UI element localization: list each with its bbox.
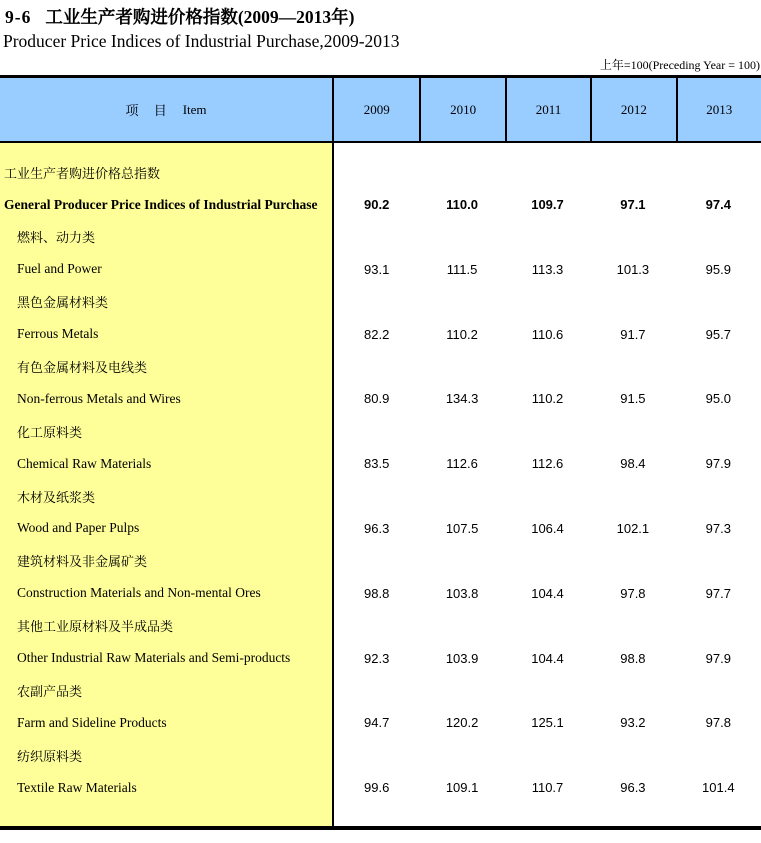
value-cell-2013: 97.9	[705, 650, 731, 666]
value-cell-2009: 92.3	[364, 650, 390, 666]
item-row-chinese	[0, 480, 761, 512]
item-row-chinese	[0, 609, 761, 641]
value-cell-2012: 101.3	[616, 261, 650, 277]
value-cell-2012: 91.7	[620, 326, 646, 342]
item-row-english	[0, 383, 761, 415]
item-row-chinese	[0, 286, 761, 318]
value-cell-2009: 82.2	[364, 326, 390, 342]
value-cell-2009: 94.7	[364, 715, 390, 731]
value-cell-2009: 99.6	[364, 780, 390, 796]
value-cell-2013: 97.7	[705, 585, 731, 601]
value-cell-2009: 90.2	[364, 197, 390, 213]
value-cell-2012: 93.2	[620, 715, 646, 731]
item-label-english: Other Industrial Raw Materials and Semi-products	[17, 650, 291, 666]
item-row-chinese	[0, 415, 761, 447]
value-cell-2011: 106.4	[531, 520, 564, 536]
item-row-english	[0, 707, 761, 739]
value-cell-2013: 95.0	[705, 391, 731, 407]
value-cell-2013: 101.4	[702, 780, 735, 796]
unit-note: 上年=100(Preceding Year = 100)	[599, 58, 760, 72]
value-cell-2012: 97.1	[620, 197, 646, 213]
value-cell-2009: 80.9	[364, 391, 390, 407]
item-label-english: General Producer Price Indices of Industrial Purchase	[4, 196, 318, 212]
label-column-filler	[0, 804, 334, 826]
item-label-chinese: 工业生产者购进价格总指数	[4, 165, 161, 181]
table-row	[0, 415, 761, 480]
item-label-chinese: 建筑材料及非金属矿类	[17, 554, 148, 570]
value-cell-2011: 104.4	[531, 650, 564, 666]
page-title	[5, 6, 761, 29]
value-cell-2010: 103.9	[445, 650, 479, 666]
value-cell-2012: 96.3	[620, 780, 646, 796]
item-label-english: Chemical Raw Materials	[17, 455, 152, 471]
value-cell-2010: 111.5	[446, 261, 478, 277]
table-row	[0, 350, 761, 415]
year-header-2009: 2009	[363, 101, 390, 117]
item-header-chinese: 项 目	[125, 103, 173, 118]
value-cell-2009: 96.3	[364, 520, 390, 536]
value-cell-2012: 98.4	[620, 456, 646, 472]
item-row-chinese	[0, 156, 761, 188]
item-label-chinese: 黑色金属材料类	[17, 295, 109, 311]
item-row-english	[0, 253, 761, 285]
table-row	[0, 739, 761, 804]
item-row-english	[0, 448, 761, 480]
item-row-english	[0, 512, 761, 544]
value-cell-2011: 109.7	[531, 197, 564, 213]
table-number: 9-6	[5, 7, 32, 27]
value-cell-2010: 112.6	[446, 456, 478, 472]
value-cell-2011: 110.2	[531, 391, 564, 407]
value-cell-2010: 103.8	[445, 585, 479, 601]
item-row-chinese	[0, 674, 761, 706]
value-cell-2010: 109.1	[445, 780, 479, 796]
table-row	[0, 609, 761, 674]
value-cell-2013: 97.8	[705, 715, 731, 731]
value-cell-2012: 102.1	[616, 520, 650, 536]
value-cell-2013: 97.3	[705, 520, 731, 536]
value-cell-2010: 107.5	[445, 520, 479, 536]
item-label-chinese: 其他工业原材料及半成品类	[17, 619, 174, 635]
item-label-english: Fuel and Power	[17, 261, 102, 277]
value-cell-2011: 104.4	[531, 585, 564, 601]
item-label-english: Non-ferrous Metals and Wires	[17, 390, 181, 406]
item-row-chinese	[0, 739, 761, 771]
item-label-chinese: 有色金属材料及电线类	[17, 360, 148, 376]
value-cell-2010: 110.2	[446, 326, 478, 342]
item-row-english	[0, 188, 761, 220]
item-row-chinese	[0, 350, 761, 382]
item-row-chinese	[0, 545, 761, 577]
item-row-chinese	[0, 221, 761, 253]
price-index-table	[0, 75, 761, 830]
item-row-english	[0, 318, 761, 350]
year-header-2010: 2010	[419, 78, 504, 141]
item-label-chinese: 化工原料类	[17, 424, 83, 440]
item-row-english	[0, 577, 761, 609]
table-row	[0, 221, 761, 286]
item-label-english: Textile Raw Materials	[17, 779, 137, 795]
item-label-chinese: 木材及纸浆类	[17, 489, 96, 505]
body-top-spacer	[0, 143, 761, 156]
item-row-english	[0, 642, 761, 674]
item-label-chinese: 纺织原料类	[17, 748, 83, 764]
item-header-english: Item	[182, 101, 207, 117]
item-column-header	[0, 78, 334, 141]
value-cell-2011: 125.1	[531, 715, 564, 731]
item-label-english: Construction Materials and Non-mental Ores	[17, 585, 261, 601]
value-cell-2010: 120.2	[445, 715, 479, 731]
value-cell-2012: 91.5	[620, 391, 646, 407]
value-cell-2011: 110.6	[531, 326, 564, 342]
value-cell-2009: 93.1	[364, 261, 390, 277]
item-row-english	[0, 771, 761, 803]
value-cell-2012: 97.8	[620, 585, 646, 601]
page-subtitle: Producer Price Indices of Industrial Purchase,2009-2013	[3, 31, 400, 51]
table-row	[0, 156, 761, 221]
value-cell-2011: 112.6	[531, 456, 564, 472]
year-header-2012: 2012	[590, 78, 675, 141]
value-cell-2011: 110.7	[531, 780, 564, 796]
year-header-2013: 2013	[676, 78, 761, 141]
item-label-english: Farm and Sideline Products	[17, 714, 167, 730]
value-cell-2013: 97.9	[705, 456, 731, 472]
value-cell-2009: 98.8	[364, 585, 390, 601]
body-bottom-spacer	[0, 804, 761, 826]
value-cell-2010: 134.3	[445, 391, 479, 407]
value-cell-2013: 95.9	[705, 261, 731, 277]
table-row	[0, 480, 761, 545]
table-body	[0, 143, 761, 826]
item-label-chinese: 燃料、动力类	[17, 230, 96, 246]
value-cell-2012: 98.8	[620, 650, 646, 666]
table-header-row	[0, 78, 761, 143]
value-cell-2013: 97.4	[705, 197, 731, 213]
value-cell-2011: 113.3	[531, 261, 564, 277]
page	[0, 6, 761, 843]
value-cell-2009: 83.5	[364, 456, 390, 472]
table-row	[0, 286, 761, 351]
table-row	[0, 674, 761, 739]
item-label-chinese: 农副产品类	[17, 683, 83, 699]
page-title-chinese: 工业生产者购进价格指数(2009—2013年)	[45, 7, 355, 27]
table-row	[0, 545, 761, 610]
year-header-2011: 2011	[505, 78, 590, 141]
value-cell-2010: 110.0	[446, 197, 478, 213]
value-cell-2013: 95.7	[705, 326, 731, 342]
item-label-english: Wood and Paper Pulps	[17, 520, 140, 536]
label-column-filler	[0, 143, 334, 156]
item-label-english: Ferrous Metals	[17, 326, 99, 342]
